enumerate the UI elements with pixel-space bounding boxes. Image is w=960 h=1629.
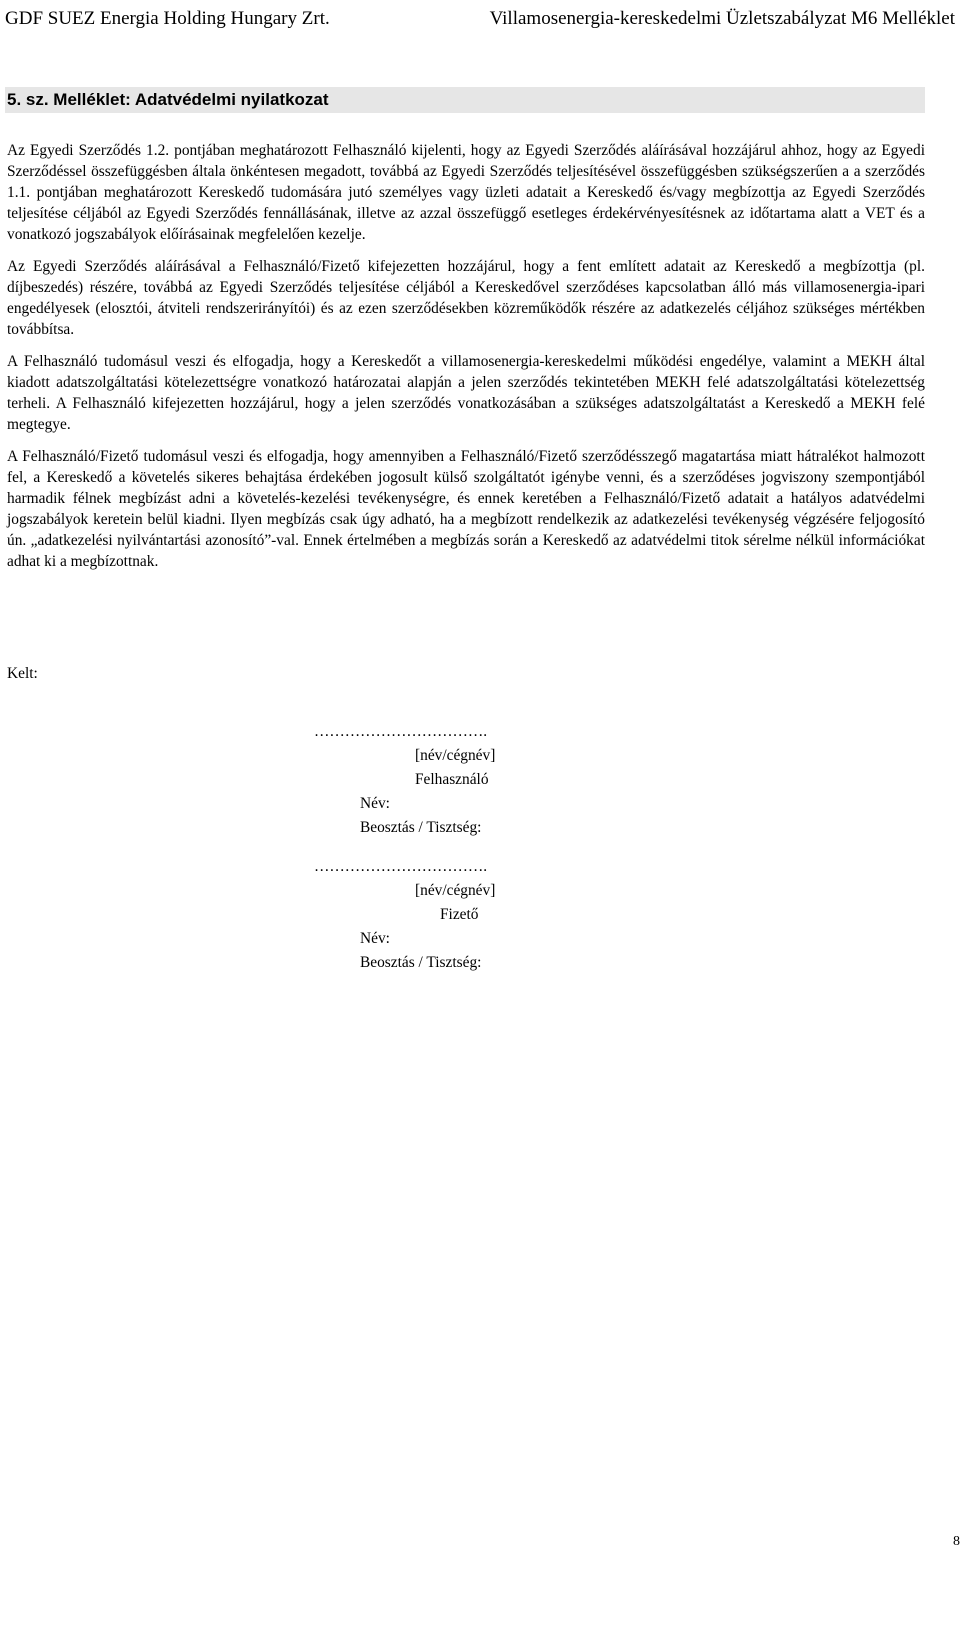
paragraph-debt-collection: A Felhasználó/Fizető tudomásul veszi és elfogadja, hogy amennyiben a Felhasználó/Fizető szerződésszegő magatartása miatt hátralékot halmozott fel, a Kereskedő a követelés sikeres behajtása érdekében jogosult külső szolgáltatót igénybe venni, és a szerződéses jogviszony szempontjából harmadik félnek megbízást adni a követelés-kezelési tevékenységre, és ennek keretében a Felhasználó/Fizető adatait a hatályos adatvédelmi jogszabályok keretein belül kiadni. Ilyen megbízás csak úgy adható, ha a megbízott rendelkezik az adatkezelési tevékenység végzésére feljogosító ún. „adatkezelési nyilvántartási azonosító”-val. Ennek értelmében a megbízás során a Kereskedő az adatvédelmi titok sérelme nélkül információkat adhat ki a megbízottnak.	[7, 448, 925, 570]
section-title: 5. sz. Melléklet: Adatvédelmi nyilatkozat	[5, 87, 925, 113]
signature-line: …………………………….	[314, 858, 488, 875]
signatory-role: Felhasználó	[415, 771, 489, 788]
place-date-label: Kelt:	[7, 665, 38, 682]
page-header	[5, 6, 955, 32]
position-label: Beosztás / Tisztség:	[360, 954, 482, 971]
body-text	[7, 140, 925, 572]
paragraph-data-transfer: Az Egyedi Szerződés aláírásával a Felhasználó/Fizető kifejezetten hozzájárul, hogy a fent említett adatait az Kereskedő a megbízottja (pl. díjbeszedés) részére, továbbá az Egyedi Szerződés teljesítése céljából a Kereskedővel szerződéses kapcsolatban álló más villamosenergia-ipari engedélyesek (elosztói, átviteli rendszerirányítói) és az ezen szerződésekben közreműködők részére az adatkezelés céljához szükséges mértékben továbbítsa.	[7, 258, 925, 338]
position-label: Beosztás / Tisztség:	[360, 819, 482, 836]
header-document-title: Villamosenergia-kereskedelmi Üzletszabályzat M6 Melléklet	[489, 8, 955, 29]
signature-line: …………………………….	[314, 723, 488, 740]
name-label: Név:	[360, 795, 390, 812]
header-company-name: GDF SUEZ Energia Holding Hungary Zrt.	[5, 8, 330, 29]
paragraph-mekh-reporting: A Felhasználó tudomásul veszi és elfogadja, hogy a Kereskedőt a villamosenergia-kereskedelmi működési engedélye, valamint a MEKH által kiadott adatszolgáltatási kötelezettségre vonatkozó határozatai alapján a jelen szerződés tekintetében MEKH felé adatszolgáltatási kötelezettség terheli. A Felhasználó kifejezetten hozzájárul, hogy a jelen szerződés vonatkozásában a szükséges adatszolgáltatást a Kereskedő a MEKH felé megtegye.	[7, 353, 925, 433]
signatory-role: Fizető	[440, 906, 479, 923]
name-placeholder: [név/cégnév]	[415, 747, 496, 764]
page-number: 8	[953, 1534, 960, 1549]
name-label: Név:	[360, 930, 390, 947]
paragraph-consent: Az Egyedi Szerződés 1.2. pontjában meghatározott Felhasználó kijelenti, hogy az Egyedi Szerződés aláírásával hozzájárul ahhoz, hogy az Egyedi Szerződéssel összefüggésben általa önkéntesen megadott, továbbá az Egyedi Szerződés teljesítésével összefüggésben szükségszerűen a a szerződés 1.1. pontjában meghatározott Kereskedő tudomására jutó személyes vagy üzleti adatait a Kereskedő és/vagy megbízottja az Egyedi Szerződés teljesítése céljából az Egyedi Szerződés fennállásának, illetve az azzal összefüggő esetleges érdekérvényesítésnek az időtartama alatt a VET és a vonatkozó jogszabályok előírásainak megfelelően kezelje.	[7, 142, 925, 243]
name-placeholder: [név/cégnév]	[415, 882, 496, 899]
